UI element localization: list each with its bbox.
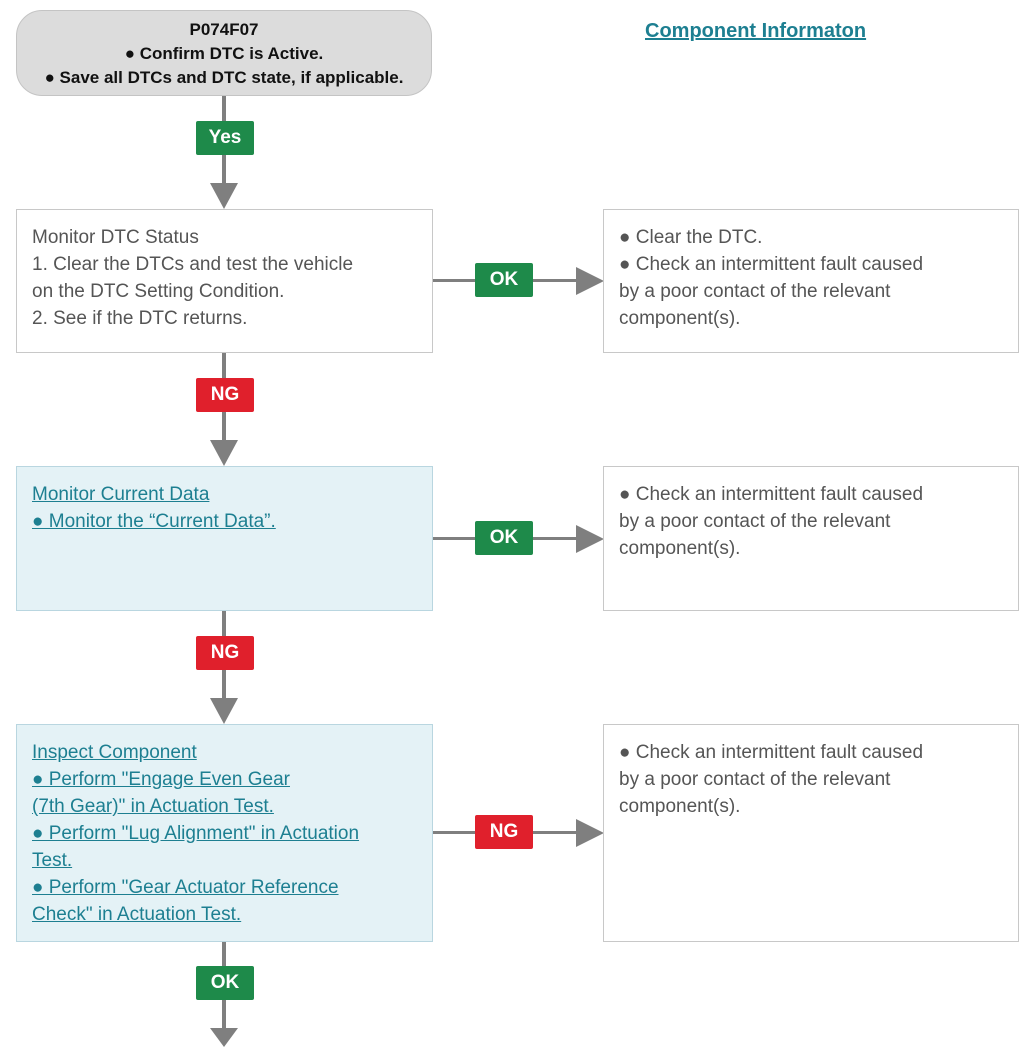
arrow-down-icon: [210, 1028, 238, 1047]
ng-badge: NG: [196, 378, 254, 412]
step3-line-link[interactable]: ● Perform "Lug Alignment" in Actuation: [32, 823, 360, 844]
result-box-3: [603, 724, 1019, 942]
step1-line: on the DTC Setting Condition.: [32, 281, 285, 302]
arrow-down-icon: [210, 183, 238, 209]
result3-line: by a poor contact of the relevant: [619, 769, 891, 790]
step3-line-link[interactable]: Test.: [32, 850, 73, 871]
start-instruction-2: ● Save all DTCs and DTC state, if applicable.: [44, 68, 404, 87]
result1-line: by a poor contact of the relevant: [619, 281, 891, 302]
ng-badge: NG: [475, 815, 533, 849]
result1-line: component(s).: [619, 308, 741, 329]
ok-badge: OK: [196, 966, 254, 1000]
step3-line-link[interactable]: (7th Gear)" in Actuation Test.: [32, 796, 274, 817]
result2-line: ● Check an intermittent fault caused: [619, 484, 924, 505]
arrow-right-icon: [576, 525, 604, 553]
step3-line-link[interactable]: ● Perform "Engage Even Gear: [32, 769, 290, 790]
result-box-1: [603, 209, 1019, 353]
step-monitor-current-data[interactable]: [16, 466, 433, 611]
step-inspect-component[interactable]: [16, 724, 433, 942]
component-information-link[interactable]: Component Informaton: [645, 20, 867, 42]
start-node: [16, 10, 432, 96]
step2-line-link[interactable]: ● Monitor the “Current Data”.: [32, 511, 276, 532]
result2-line: by a poor contact of the relevant: [619, 511, 891, 532]
ng-badge: NG: [196, 636, 254, 670]
step3-title-link[interactable]: Inspect Component: [32, 742, 197, 763]
yes-badge: Yes: [196, 121, 254, 155]
arrow-down-icon: [210, 698, 238, 724]
start-instruction-1: ● Confirm DTC is Active.: [124, 44, 324, 63]
result3-line: component(s).: [619, 796, 741, 817]
step1-title: Monitor DTC Status: [32, 227, 199, 248]
result-box-2: [603, 466, 1019, 611]
result3-line: ● Check an intermittent fault caused: [619, 742, 924, 763]
ok-badge: OK: [475, 263, 533, 297]
arrow-right-icon: [576, 267, 604, 295]
result1-line: ● Clear the DTC.: [619, 227, 763, 248]
ok-badge: OK: [475, 521, 533, 555]
step1-line: 2. See if the DTC returns.: [32, 308, 248, 329]
arrow-right-icon: [576, 819, 604, 847]
step1-line: 1. Clear the DTCs and test the vehicle: [32, 254, 354, 275]
result2-line: component(s).: [619, 538, 741, 559]
arrow-down-icon: [210, 440, 238, 466]
result1-line: ● Check an intermittent fault caused: [619, 254, 924, 275]
step-monitor-dtc-status: [16, 209, 433, 353]
step3-line-link[interactable]: Check" in Actuation Test.: [32, 904, 242, 925]
step3-line-link[interactable]: ● Perform "Gear Actuator Reference: [32, 877, 339, 898]
dtc-code: P074F07: [189, 20, 259, 39]
step2-title-link[interactable]: Monitor Current Data: [32, 484, 210, 505]
